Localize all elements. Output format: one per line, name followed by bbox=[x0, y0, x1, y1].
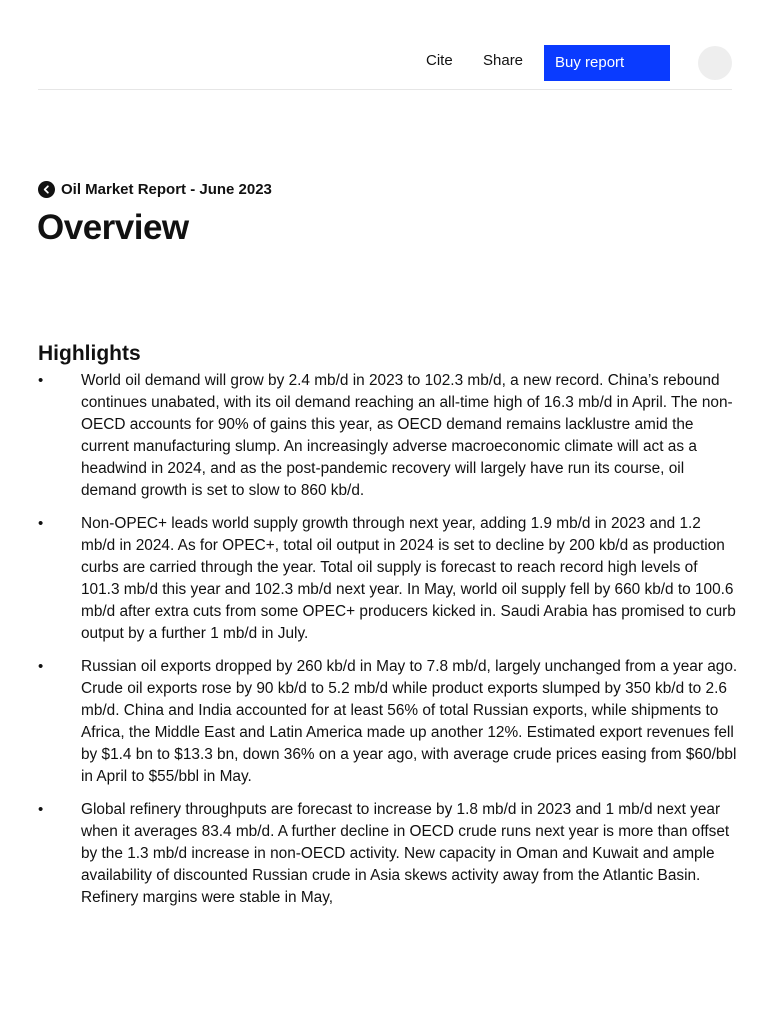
chevron-left-circle-icon bbox=[38, 181, 55, 198]
avatar[interactable] bbox=[698, 46, 732, 80]
list-item-text: Global refinery throughputs are forecast to increase by 1.8 mb/d in 2023 and 1 mb/d next year when it averages 83.4 mb/d. A further decline in OECD crude runs next year is more than offset by the 1.3 mb/d increase in non-OECD activity. New capacity in Oman and Kuwait and ample availability of discounted Russian crude in Asia skews activity away from the Atlantic Basin. Refinery margins were stable in May, bbox=[81, 801, 730, 906]
top-bar bbox=[38, 0, 732, 90]
bullet: • bbox=[38, 658, 44, 675]
list-item-text: Non-OPEC+ leads world supply growth through next year, adding 1.9 mb/d in 2023 and 1.2 mb/d in 2024. As for OPEC+, total oil output in 2024 is set to decline by 200 kb/d as production curbs are carried through the year. Total oil supply is forecast to reach record high levels of 101.3 mb/d this year and 102.3 mb/d next year. In May, world oil supply fell by 660 kb/d to 100.6 mb/d after extra cuts from some OPEC+ producers kicked in. Saudi Arabia has promised to curb output by a further 1 mb/d in July. bbox=[81, 515, 736, 642]
highlights-heading: Highlights bbox=[38, 342, 141, 365]
bullet: • bbox=[38, 801, 44, 818]
buy-report-button[interactable]: Buy report bbox=[544, 45, 670, 81]
list-item bbox=[38, 370, 738, 502]
list-item bbox=[38, 513, 738, 645]
list-item bbox=[38, 799, 738, 909]
cite-link[interactable]: Cite bbox=[426, 52, 453, 69]
list-item bbox=[38, 656, 738, 788]
page-title: Overview bbox=[37, 208, 189, 247]
bullet: • bbox=[38, 372, 44, 389]
share-link[interactable]: Share bbox=[483, 52, 524, 69]
highlights-list bbox=[38, 370, 738, 920]
bullet: • bbox=[38, 515, 44, 532]
list-item-text: World oil demand will grow by 2.4 mb/d in 2023 to 102.3 mb/d, a new record. China’s rebound continues unabated, with its oil demand reaching an all-time high of 16.3 mb/d in April. The non-OECD accounts for 90% of gains this year, as OECD demand remains lacklustre amid the current manufacturing slump. An increasingly adverse macroeconomic climate will act as a headwind in 2024, and as the post-pandemic recovery will largely have run its course, oil demand growth is set to slow to 860 kb/d. bbox=[81, 372, 733, 499]
list-item-text: Russian oil exports dropped by 260 kb/d in May to 7.8 mb/d, largely unchanged from a year ago. Crude oil exports rose by 90 kb/d to 5.2 mb/d while product exports slumped by 350 kb/d to 2.6 mb/d. China and India accounted for at least 56% of total Russian exports, while shipments to Africa, the Middle East and Latin America made up another 12%. Estimated export revenues fell by $1.4 bn to $13.3 bn, down 36% on a year ago, with average crude prices easing from $60/bbl in April to $55/bbl in May. bbox=[81, 658, 738, 785]
breadcrumb-label: Oil Market Report - June 2023 bbox=[61, 181, 272, 198]
breadcrumb[interactable] bbox=[38, 181, 272, 198]
